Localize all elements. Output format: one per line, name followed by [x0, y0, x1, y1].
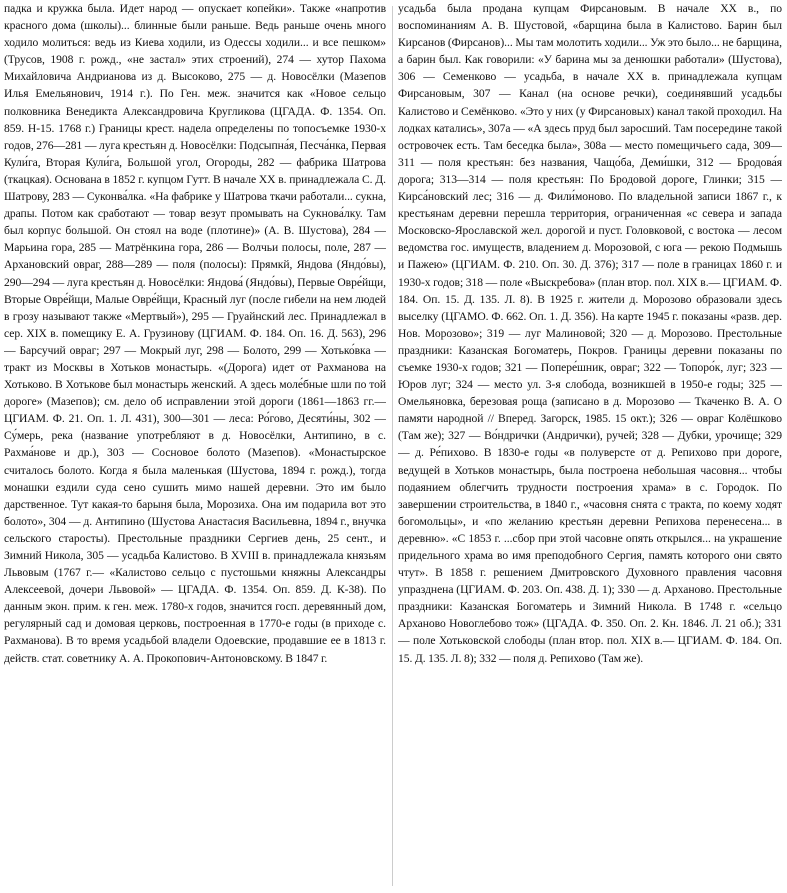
left-column	[4, 0, 386, 893]
left-column-text: падка и кружка была. Идет народ — опускает копейки». Также «напротив красного дома (школы)... блинные были раньше. Ведь раньше очень много ходило молиться: ведь из Киева ходили, из Одессы ходили... и все пешком» (Трусов, 1908 г. рожд., «не застал» этих строений), 274 — хутор Пахома Михайловича Андрианова из д. Высоково, 275 — д. Новосёлки (Мазепов Илья Емельянович, 1914 г.). По Ген. меж. значится как «Новое сельцо полковника Венедикта Александровича Кругликова (ЦГАДА. Ф. 1354. Оп. 859. Н-15. 1768 г.) Границы крест. надела определены по топосъемке 1930-х годов, 276—281 — луга крестьян д. Новосёлки: Подсыпна́я, Песча́нка, Первая Кули́га, Вторая Кули́га, Большой угол, Огороды, 282 — фабрика Шатрова (ткацкая). Основана в 1852 г. купцом Гутт. В начале XX в. принадлежала С. Д. Шатрову, 283 — Суконва́лка. «На фабрике у Шатрова ткачи работали... сукна, драпы. Потом как сработают — товар везут промывать на Сукнова́лку. Там был корпус большой. Он стоял на воде (плотине)» (А. В. Шустова), 284 — Марьина гора, 285 — Матрёнкина гора, 286 — Волчьи полосы, поле, 287 — Архановский овраг, 288—289 — поля (полосы): Прямкй, Яндова (Яндо́вы), 290—294 — луга крестьян д. Новосёлки: Яндова́ (Яндо́вы), Первые Овре́йщи, Вторые Овре́йщи, Малые Овре́йщи, Красный луг (после гибели на нем людей в грозу называют также «Мертвый»), 295 — Груайнский лес. Принадлежал в сер. XIX в. помещику Е. А. Грузинову (ЦГИАМ. Ф. 184. Оп. 16. Д. 563), 296 — Барсучий овраг; 297 — Мокрый луг, 298 — Болото, 299 — Хотько́вка — тракт из Москвы в Хотьков монастырь. «(Дорога) идет от Рахманова на Хотьково. В Хотькове был монастырь женский. А здесь моле́бные шли по той дороге» (Мазепов); см. дело об исправлении этой дороги (1861—1863 гг.— ЦГИАМ. Ф. 21. Оп. 1. Л. 431), 300—301 — леса: Ро́гово, Десяти́ны, 302 — Су́мерь, река (название употребляют в д. Новосёлки, Антипино, в с. Рахма́нове и др.), 303 — Сосновое болото (Мазепов). «Монастырское считалось болото. Когда я была маленькая (Шустова, 1894 г. рожд.), тогда монашки ездили суда сено сушить мимо нашей деревни. Это им было дарственное. Тут какая-то барыня была, Морозиха. Она им подарила вот это болото», 304 — д. Антипино (Шустова Анастасия Васильевна, 1894 г., внучка сельского старосты). Престольные праздники Сергиев день, 25 сент., и Зимний Никола, 305 — усадьба Калистово. В XVIII в. принадлежала князьям Львовым (1767 г.— «Калистово сельцо с пустошьми княжны Александры Алексеевой, дочери Львовой» — ЦГАДА. Ф. 1354. Оп. 859. Д. К-38). По данным экон. прим. к ген. меж. 1780-х годов, значится госп. деревянный дом, регулярный сад и домовая церковь, построенная в 1770-е годы (в приходе с. Рахманова). В то время усадьбой владели Одоевские, продавшие ее в 1813 г. действ. стат. советнику А. А. Прокопович-Антоновскому. В 1847 г.	[4, 2, 386, 665]
right-column-text: усадьба была продана купцам Фирсановым. В начале XX в., по воспоминаниям А. В. Шустовой, «барщина была в Калистово. Барин был Кирсанов (Фирсанов)... Мы там молотить ходили... Уж это было... не барщина, а барин был. Как говорили: «У барина мы за денюшки работали» (Шустова), 306 — Семенково — усадьба, в начале XX в. принадлежала купцам Фирсановым, 307 — Канал (на основе речки), соединявший усадьбы Калистово и Семёнково. «Это у них (у Фирсановых) канал такой проходил. На лодках катались», 307а — «А здесь пруд был заросший. Там посередине такой островочек есть. Там беседка была», 308а — место помещичьего сада, 309—311 — поля крестьян: без названия, Чащо́ба, Деми́шки, 312 — Бродова́я дорога; 313—314 — поля крестьян: По Бродовой дороге, Глинки; 315 — Кирса́новский лес; 316 — д. Фили́моново. По владельной записи 1867 г., к крестьянам деревни перешла территория, ограниченная «с севера и запада Московско-Ярославской жел. дорогой и пуст. Головковой, с востока — лесом ведомства гос. имуществ, владением д. Морозовой, с юга — рекою Подмышь и Пажею» (ЦГИАМ. Ф. 210. Оп. 30. Д. 376); 317 — поле в границах 1860 г. и 1930-х годов; 318 — поле «Выскребова» (план втор. пол. XIX в.— ЦГИАМ. Ф. 184. Оп. 15. Д. 135. Л. 8). В 1925 г. жители д. Морозово образовали здесь выселку (ЦГАМО. Ф. 662. Оп. 1. Д. 356). На карте 1945 г. показаны «разв. дер. Нов. Морозово»; 319 — луг Малиновой; 320 — д. Морозово. Престольные праздники: Казанская Богоматерь, Покров. Границы деревни показаны по съемке 1930-х годов; 321 — Попере́шник, овраг; 322 — Топоро́к, луг; 323 — Юров луг; 324 — место ул. 3-я слобода, возникшей в 1950-е годы; 325 — Омельяновка, березовая роща (записано в д. Морозово — Ткаченко В. А. О памяти народной // Вперед. Загорск, 1985. 15 окт.); 326 — овраг Колёшково (Там же); 327 — Во́ндрички (Андрички), ручей; 328 — Дубки, урочище; 329 — д. Ре́пихово. В 1830-е годы «в полуверсте от д. Репихово при дороге, ведущей в Хотьков монастырь, была построена небольшая часовня... чтобы подаянием облегчить трудности построения храма» в с. Городок. По завершении строительства, в 1840 г., «часовня снята с тракта, по коему ходят богомольцы», и «по желанию крестьян деревни Репихова перенесена... в деревню». «С 1853 г. ...сбор при этой часовне опять открылся... на украшение придельного храма во имя преподобного Сергия, память которого они свято чтут». В 1858 г. решением Дмитровского Духовного правления часовня упразднена (ЦГИАМ. Ф. 203. Оп. 438. Д. 1); 330 — д. Арханово. Престольные праздники: Казанская Богоматерь и Зимний Никола. В 1748 г. «сельцо Арханово Новоглебово тож» (ЦГАДА. Ф. 350. Оп. 2. Кн. 1846. Л. 21 об.); 331 — поле Хотьковской слободы (план втор. пол. XIX в.— ЦГИАМ. Ф. 184. Оп. 15. Д. 135. Л. 8); 332 — поля д. Репихово (Там же).	[398, 2, 782, 665]
right-column	[398, 0, 782, 893]
document-page	[4, 0, 782, 893]
column-divider	[392, 6, 393, 886]
